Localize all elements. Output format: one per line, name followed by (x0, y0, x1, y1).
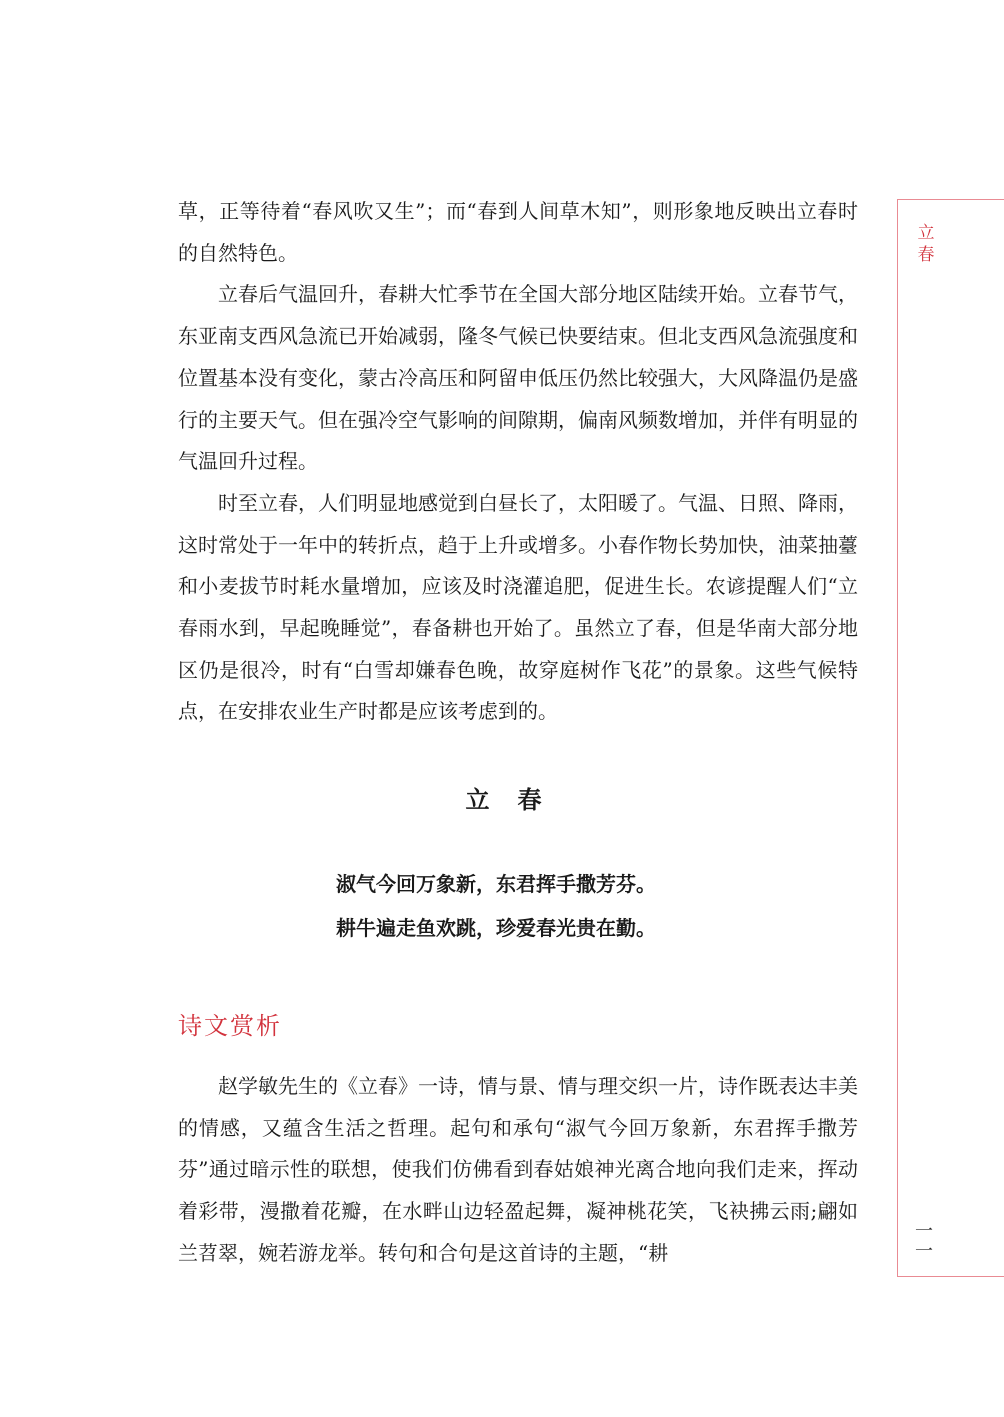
paragraph: 立春后气温回升，春耕大忙季节在全国大部分地区陆续开始。立春节气，东亚南支西风急流已开始减弱，隆冬气候已快要结束。但北支西风急流强度和位置基本没有变化，蒙古冷高压和阿留申低压仍然比较强大，大风降温仍是盛行的主要天气。但在强冷空气影响的间隙期，偏南风频数增加，并伴有明显的气温回升过程。 (178, 282, 858, 474)
page-number: 一一 (915, 1221, 933, 1262)
poem-body (336, 862, 716, 950)
paragraph: 草，正等待着“春风吹又生”；而“春到人间草木知”，则形象地反映出立春时的自然特色。 (178, 199, 858, 265)
body-text-top (178, 191, 858, 733)
margin-frame (897, 199, 1004, 1277)
poem-line: 耕牛遍走鱼欢跳，珍爱春光贵在勤。 (336, 916, 656, 940)
poem-title: 立春 (465, 785, 570, 814)
section-heading: 诗文赏析 (178, 1012, 282, 1040)
paragraph: 赵学敏先生的《立春》一诗，情与景、情与理交织一片，诗作既表达丰美的情感，又蕴含生活之哲理。起句和承句“淑气今回万象新，东君挥手撒芳芬”通过暗示性的联想，使我们仿佛看到春姑娘神光离合地向我们走来，挥动着彩带，漫撒着花瓣，在水畔山边轻盈起舞，凝神桃花笑，飞袂拂云雨;翩如兰苕翠，婉若游龙举。转句和合句是这首诗的主题，“耕 (178, 1074, 858, 1265)
body-text-bottom (178, 1066, 858, 1275)
paragraph: 时至立春，人们明显地感觉到白昼长了，太阳暖了。气温、日照、降雨，这时常处于一年中的转折点，趋于上升或增多。小春作物长势加快，油菜抽薹和小麦拔节时耗水量增加，应该及时浇灌追肥，促进生长。农谚提醒人们“立春雨水到，早起晚睡觉”，春备耕也开始了。虽然立了春，但是华南大部分地区仍是很冷，时有“白雪却嫌春色晚，故穿庭树作飞花”的景象。这些气候特点，在安排农业生产时都是应该考虑到的。 (178, 490, 858, 724)
poem-line: 淑气今回万象新，东君挥手撒芳芬。 (336, 872, 656, 896)
running-head: 立春 (917, 223, 935, 265)
